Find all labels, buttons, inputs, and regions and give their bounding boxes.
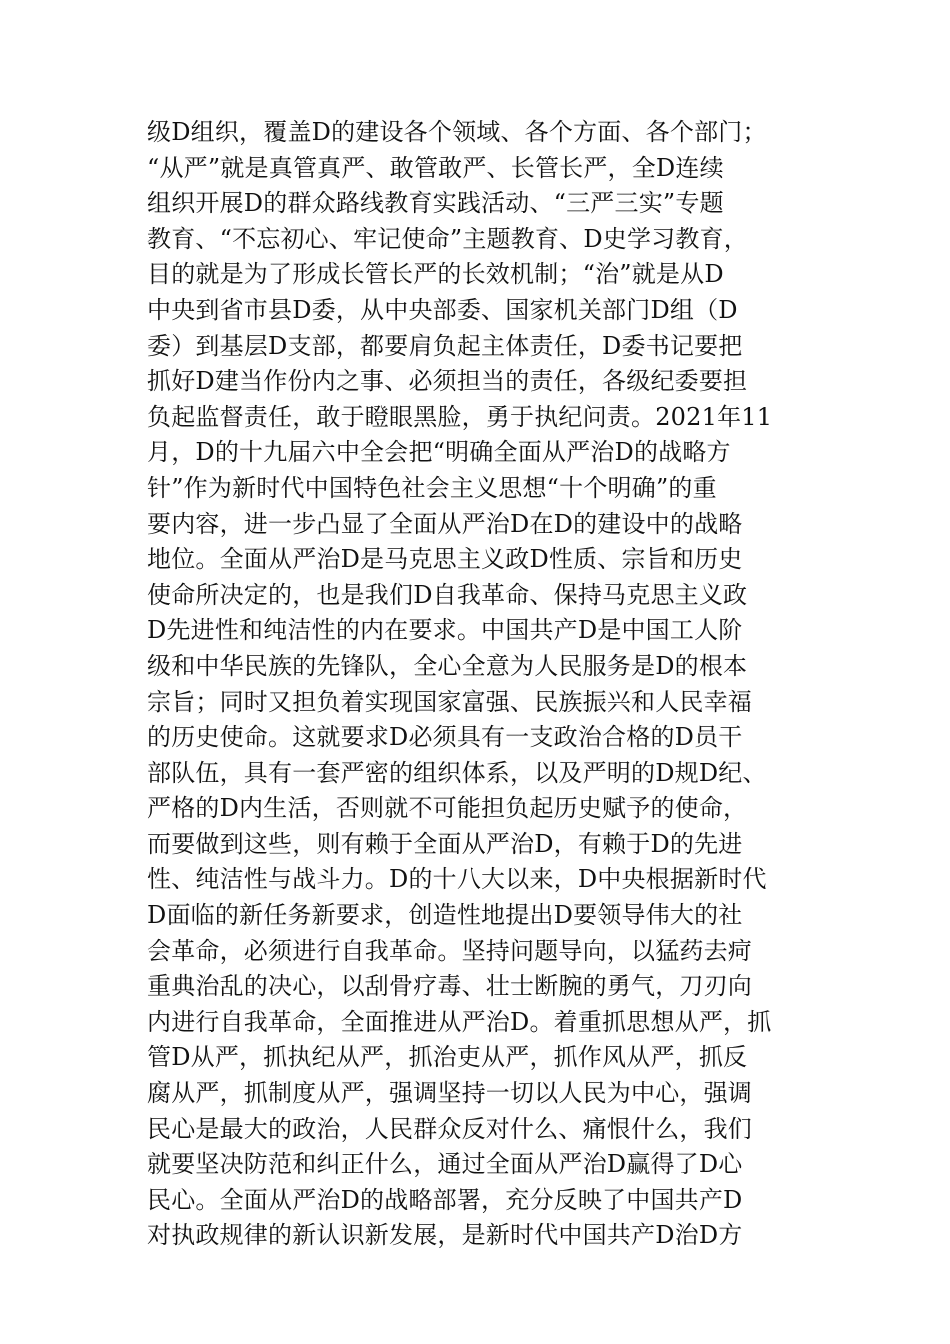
text-line: 中央到省市县D委，从中央部委、国家机关部门D组（D xyxy=(147,295,738,324)
body-text xyxy=(147,115,827,1254)
text-line: 严格的D内生活，否则就不可能担负起历史赋予的使命， xyxy=(147,794,748,823)
text-line: 民心是最大的政治，人民群众反对什么、痛恨什么，我们 xyxy=(147,1114,752,1143)
text-line: “从严”就是真管真严、敢管敢严、长管长严，全D连续 xyxy=(147,153,724,182)
text-line: 针”作为新时代中国特色社会主义思想“十个明确”的重 xyxy=(147,473,717,502)
text-line: 就要坚决防范和纠正什么，通过全面从严治D赢得了D心 xyxy=(147,1150,743,1179)
text-line: D面临的新任务新要求，创造性地提出D要领导伟大的社 xyxy=(147,901,743,930)
text-line: 会革命，必须进行自我革命。坚持问题导向，以猛药去疴 xyxy=(147,936,752,965)
text-line: 级和中华民族的先锋队，全心全意为人民服务是D的根本 xyxy=(147,651,748,680)
text-line: 使命所决定的，也是我们D自我革命、保持马克思主义政 xyxy=(147,580,748,609)
text-line: 性、纯洁性与战斗力。D的十八大以来，D中央根据新时代 xyxy=(147,865,767,894)
text-line: 组织开展D的群众路线教育实践活动、“三严三实”专题 xyxy=(147,189,724,218)
text-line: 地位。全面从严治D是马克思主义政D性质、宗旨和历史 xyxy=(147,545,743,574)
text-line: 目的就是为了形成长管长严的长效机制；“治”就是从D xyxy=(147,260,724,289)
text-line: 部队伍，具有一套严密的组织体系，以及严明的D规D纪、 xyxy=(147,758,767,787)
text-line: 级D组织，覆盖D的建设各个领域、各个方面、各个部门； xyxy=(147,118,767,146)
text-line: 对执政规律的新认识新发展，是新时代中国共产D治D方 xyxy=(147,1221,743,1250)
text-line: 腐从严，抓制度从严，强调坚持一切以人民为中心，强调 xyxy=(147,1079,752,1108)
text-line: 管D从严，抓执纪从严，抓治吏从严，抓作风从严，抓反 xyxy=(147,1043,748,1072)
text-line: 内进行自我革命，全面推进从严治D。着重抓思想从严，抓 xyxy=(147,1007,772,1036)
text-line: 民心。全面从严治D的战略部署，充分反映了中国共产D xyxy=(147,1185,743,1214)
text-line: 的历史使命。这就要求D必须具有一支政治合格的D员干 xyxy=(147,723,743,752)
text-line: 委）到基层D支部，都要肩负起主体责任，D委书记要把 xyxy=(147,331,743,360)
text-line: D先进性和纯洁性的内在要求。中国共产D是中国工人阶 xyxy=(147,616,743,645)
text-line: 月，D的十九届六中全会把“明确全面从严治D的战略方 xyxy=(147,438,731,467)
text-line: 宗旨；同时又担负着实现国家富强、民族振兴和人民幸福 xyxy=(147,687,752,716)
text-line: 要内容，进一步凸显了全面从严治D在D的建设中的战略 xyxy=(147,509,743,538)
text-line: 抓好D建当作份内之事、必须担当的责任，各级纪委要担 xyxy=(147,367,748,396)
text-line: 而要做到这些，则有赖于全面从严治D，有赖于D的先进 xyxy=(147,829,743,858)
text-line: 教育、“不忘初心、牢记使命”主题教育、D史学习教育， xyxy=(147,224,748,253)
text-line: 负起监督责任，敢于瞪眼黑脸，勇于执纪问责。2021年11 xyxy=(147,402,773,431)
text-line: 重典治乱的决心，以刮骨疗毒、壮士断腕的勇气，刀刃向 xyxy=(147,972,752,1001)
